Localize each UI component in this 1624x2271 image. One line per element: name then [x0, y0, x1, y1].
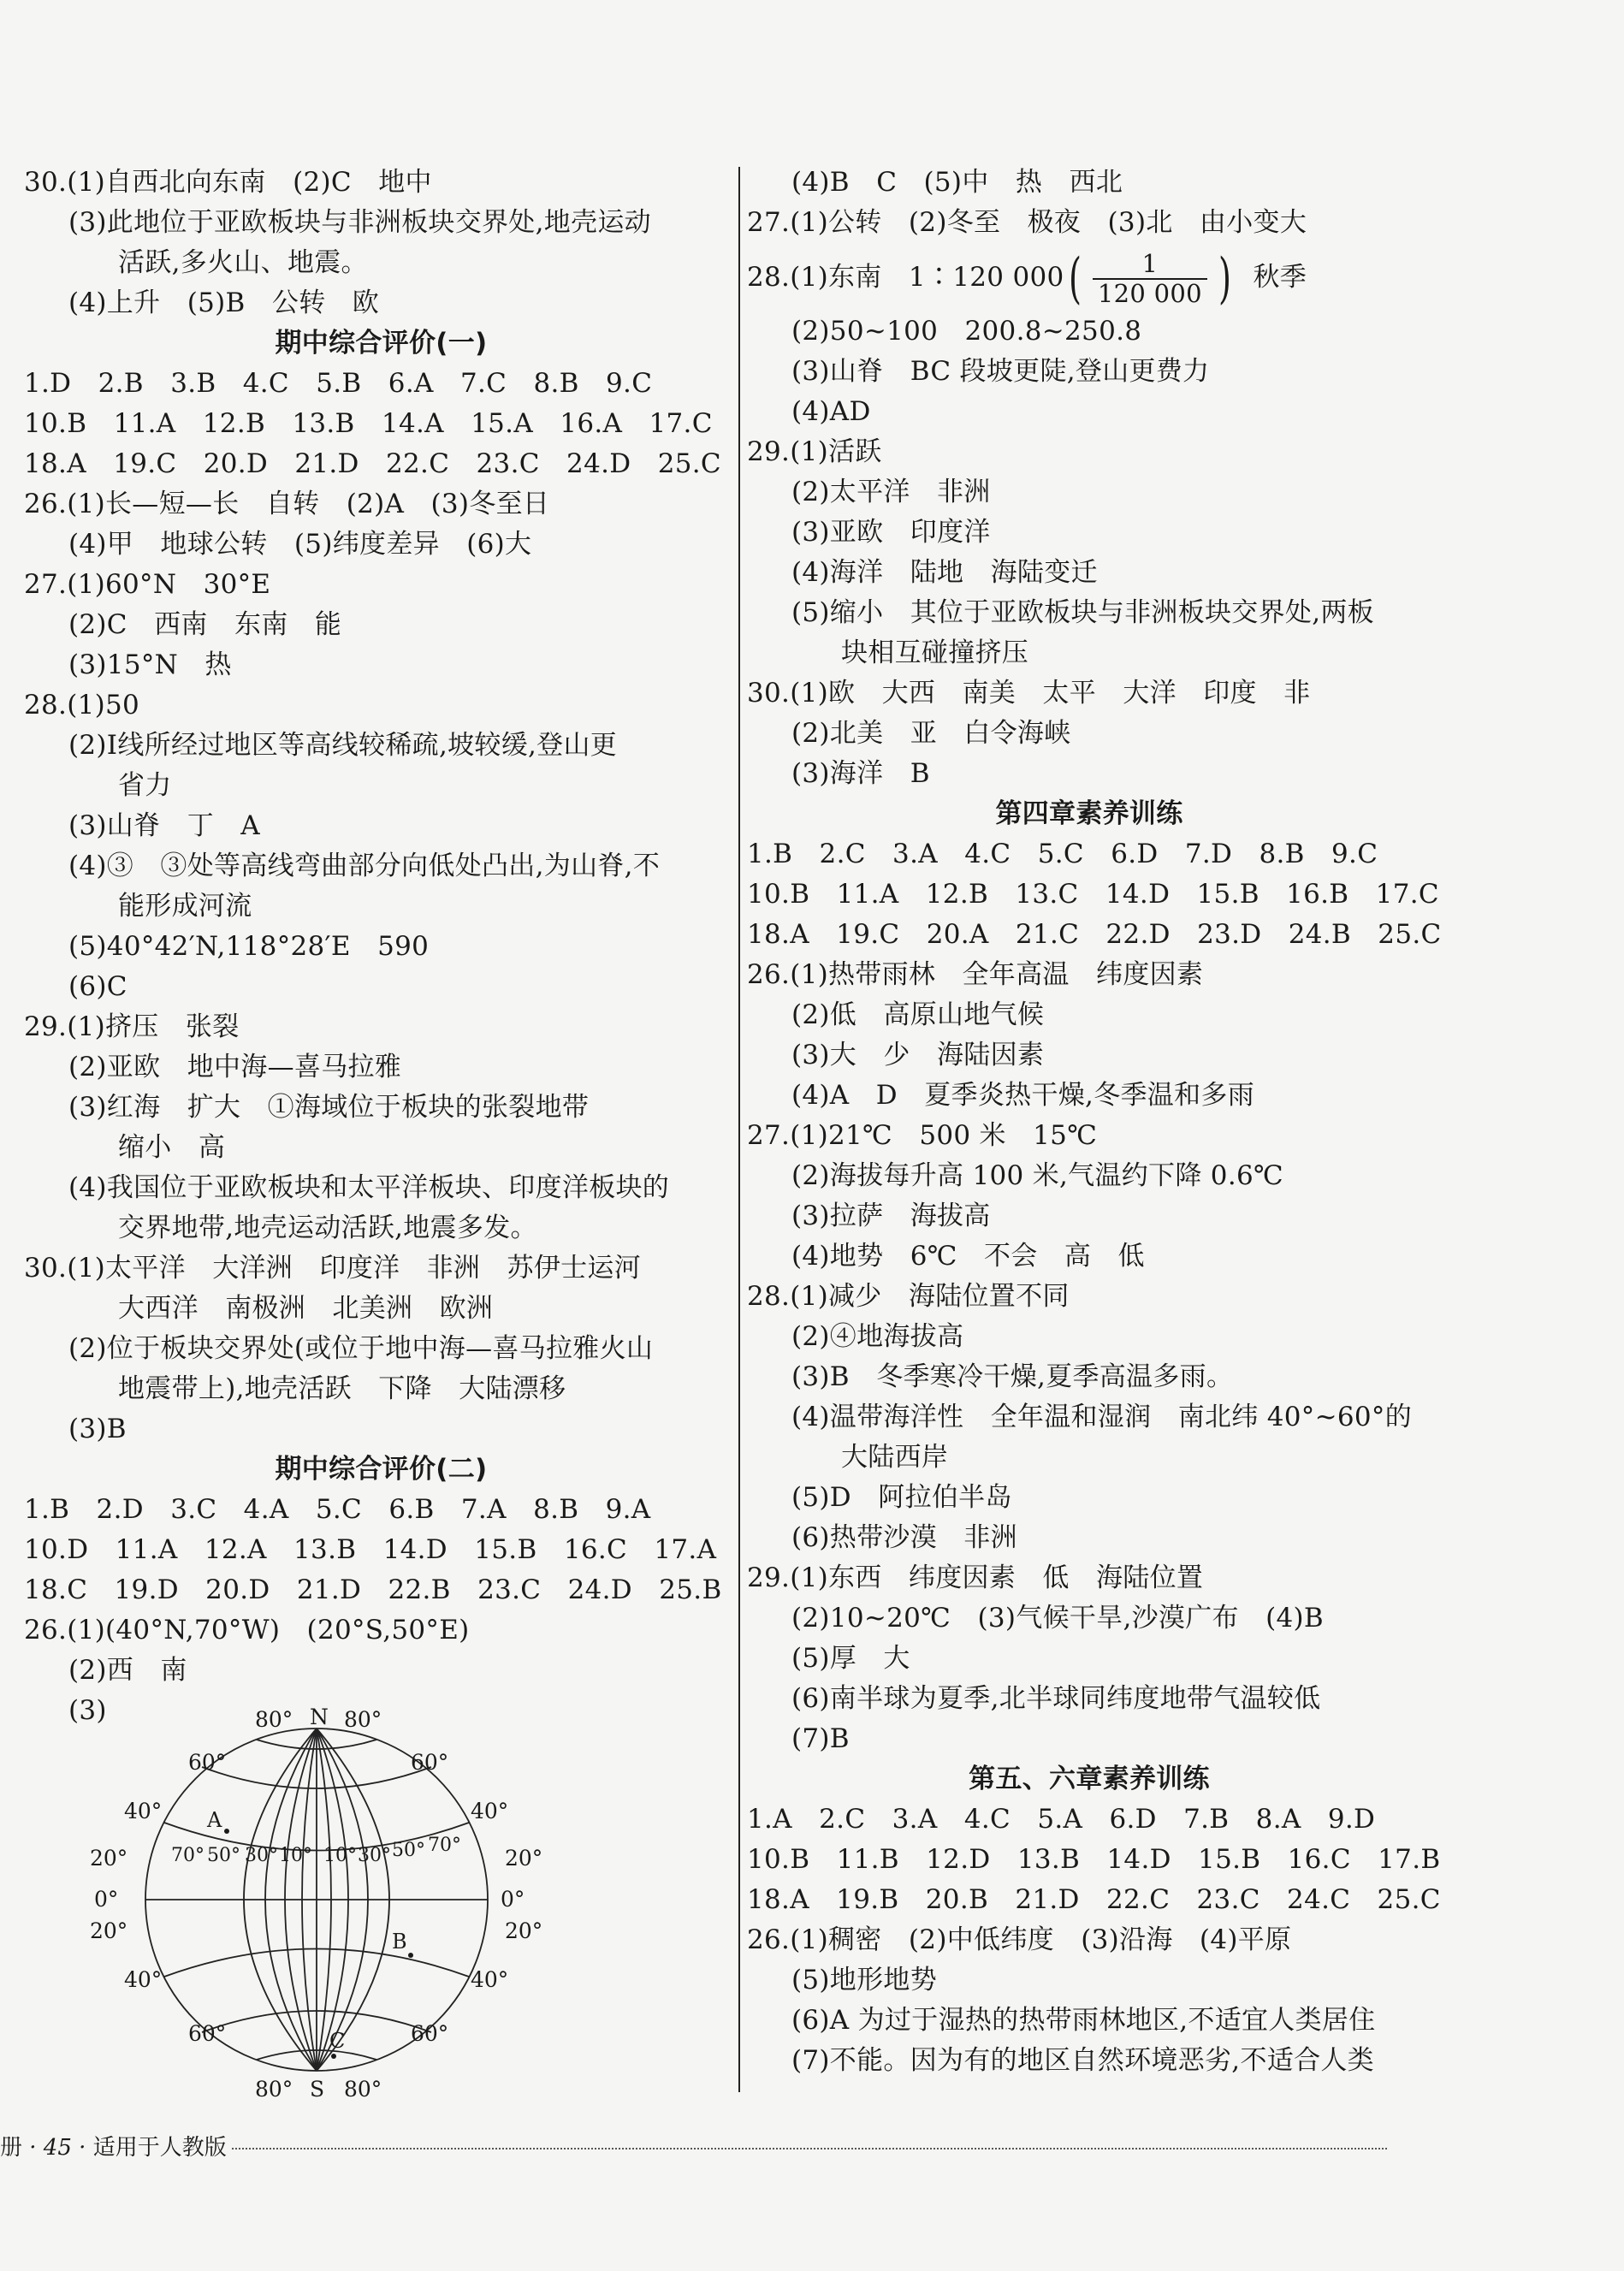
answer-line — [747, 1317, 1431, 1357]
answer-line — [747, 1156, 1431, 1196]
answer-line — [747, 203, 1431, 243]
answer-text: (3)此地位于亚欧板块与非洲板块交界处,地壳运动 — [68, 207, 651, 238]
answer-text: (4)海洋 陆地 海陆变迁 — [791, 557, 1098, 588]
lat-label: 80° — [344, 1707, 382, 1732]
lon-label: 10° — [323, 1845, 357, 1866]
answer-text: (2)海拔每升高 100 米,气温约下降 0.6℃ — [791, 1160, 1283, 1191]
answer-text: 第五、六章素养训练 — [969, 1764, 1210, 1794]
answer-line — [747, 1236, 1431, 1277]
left-column — [24, 163, 738, 1731]
answer-line — [747, 1478, 1431, 1518]
answer-line — [24, 203, 738, 243]
answer-line — [747, 2041, 1431, 2081]
answer-text: 29.(1)东西 纬度因素 低 海陆位置 — [747, 1562, 1204, 1593]
answer-text: 29.(1)挤压 张裂 — [24, 1011, 240, 1042]
lat-label: 80° — [344, 2077, 382, 2102]
answer-line — [747, 311, 1431, 352]
section-heading — [24, 1450, 738, 1490]
answer-text: 地震带上),地壳活跃 下降 大陆漂移 — [118, 1373, 566, 1404]
lat-label: 20° — [90, 1918, 128, 1943]
answer-line — [747, 834, 1431, 875]
answer-text: (3)大 少 海陆因素 — [791, 1040, 1045, 1070]
answer-text: 10.B 11.A 12.B 13.B 14.A 15.A 16.A 17.C — [24, 408, 713, 439]
answer-text: (3)山脊 BC 段坡更陡,登山更费力 — [791, 356, 1210, 387]
answer-text: 大西洋 南极洲 北美洲 欧洲 — [118, 1293, 494, 1324]
answer-text: 26.(1)长—短—长 自转 (2)A (3)冬至日 — [24, 489, 550, 519]
lat-label: 80° — [255, 2077, 293, 2102]
answer-text: (3)15°N 热 — [68, 649, 232, 680]
answer-line — [747, 1679, 1431, 1719]
answer-line — [24, 404, 738, 444]
answer-text: (3)山脊 丁 A — [68, 810, 260, 841]
answer-line — [24, 605, 738, 645]
answer-line — [747, 163, 1431, 203]
answer-text: 10.B 11.A 12.B 13.C 14.D 15.B 16.B 17.C — [747, 879, 1439, 910]
answer-text: (3)亚欧 印度洋 — [791, 517, 991, 548]
edition-note: 适用于人教版 — [92, 2135, 227, 2161]
answer-text: 27.(1)21℃ 500 米 15℃ — [747, 1120, 1098, 1151]
answer-line — [747, 1960, 1431, 2001]
answer-line — [747, 1639, 1431, 1679]
lat-label: 40° — [471, 1799, 509, 1823]
answer-text: (4)上升 (5)B 公转 欧 — [68, 288, 380, 318]
answer-text: (4)温带海洋性 全年温和湿润 南北纬 40°~60°的 — [791, 1402, 1413, 1432]
answer-line — [24, 1530, 738, 1570]
answer-text: (4)AD — [791, 396, 871, 427]
answer-line — [24, 967, 738, 1007]
point-c-label: C — [329, 2029, 346, 2053]
answer-text: (3)红海 扩大 ①海域位于板块的张裂地带 — [68, 1092, 590, 1123]
lat-label: 40° — [471, 1967, 509, 1992]
answer-line — [24, 726, 738, 766]
answer-line — [747, 513, 1431, 553]
lat-label: 60° — [188, 2021, 227, 2046]
answer-line — [747, 553, 1431, 593]
answer-text: (6)C — [68, 971, 127, 1002]
answer-text: (3)B 冬季寒冷干燥,夏季高温多雨。 — [791, 1361, 1234, 1392]
answer-text: 期中综合评价(二) — [275, 1454, 488, 1485]
answer-text: (2)北美 亚 白令海峡 — [791, 718, 1071, 749]
answer-text: 26.(1)热带雨林 全年高温 纬度因素 — [747, 959, 1204, 990]
answer-text: 1.B 2.C 3.A 4.C 5.C 6.D 7.D 8.B 9.C — [747, 839, 1378, 869]
answer-text: 28.(1)50 — [24, 690, 140, 720]
answer-line — [747, 633, 1431, 673]
answer-text: 块相互碰撞挤压 — [841, 637, 1029, 668]
answer-line — [747, 2001, 1431, 2041]
answer-text: (2)Ⅰ线所经过地区等高线较稀疏,坡较缓,登山更 — [68, 730, 618, 761]
answer-line — [24, 806, 738, 846]
answer-line — [24, 1168, 738, 1208]
lon-label: 30° — [245, 1845, 278, 1866]
answer-text: 29.(1)活跃 — [747, 436, 882, 467]
answer-text: (4)我国位于亚欧板块和太平洋板块、印度洋板块的 — [68, 1172, 670, 1203]
answer-text: (2)10~20℃ (3)气候干旱,沙漠广布 (4)B — [791, 1603, 1325, 1634]
answer-text: (4)甲 地球公转 (5)纬度差异 (6)大 — [68, 529, 532, 560]
answer-line — [24, 846, 738, 886]
answer-line — [24, 364, 738, 404]
answer-line — [747, 714, 1431, 754]
answer-line — [747, 1880, 1441, 1920]
answer-text: (3)海洋 B — [791, 758, 930, 789]
answer-text: 18.A 19.B 20.B 21.D 22.C 23.C 24.C 25.C — [747, 1884, 1441, 1915]
footer-rule — [232, 2148, 1387, 2149]
answer-line — [24, 1329, 738, 1369]
answer-text: (2)50~100 200.8~250.8 — [791, 316, 1142, 347]
answer-line — [747, 472, 1431, 513]
answer-text: (2)西 南 — [68, 1655, 187, 1686]
answer-text: (2)C 西南 东南 能 — [68, 609, 342, 640]
answer-line — [747, 1920, 1431, 1960]
answer-line — [24, 283, 738, 323]
lon-label: 50° — [392, 1840, 425, 1861]
answer-text: 秋季 — [1253, 262, 1307, 293]
globe-figure — [90, 1699, 543, 2102]
scale-fraction — [1093, 248, 1207, 308]
answer-line — [747, 995, 1431, 1035]
answer-line — [24, 766, 738, 806]
answer-text: 28.(1)减少 海陆位置不同 — [747, 1281, 1070, 1312]
answer-text: 26.(1)稠密 (2)中低纬度 (3)沿海 (4)平原 — [747, 1924, 1292, 1955]
answer-line — [24, 1248, 738, 1289]
lon-label: 30° — [358, 1845, 391, 1866]
footer-mark: 册 — [0, 2135, 23, 2161]
answer-line — [24, 1007, 738, 1047]
answer-line — [24, 1490, 738, 1530]
point-a-label: A — [207, 1808, 222, 1832]
answer-text: 18.A 19.C 20.D 21.D 22.C 23.C 24.D 25.C — [24, 448, 721, 479]
answer-text: 期中综合评价(一) — [275, 328, 488, 359]
answer-line — [747, 1719, 1431, 1759]
north-label: N — [310, 1705, 329, 1729]
answer-text: 27.(1)公转 (2)冬至 极夜 (3)北 由小变大 — [747, 207, 1307, 238]
answer-text: 30.(1)自西北向东南 (2)C 地中 — [24, 167, 432, 198]
answer-line — [24, 685, 738, 726]
paren-left: ( — [1068, 246, 1082, 311]
answer-line — [24, 1088, 738, 1128]
answer-text: (3)拉萨 海拔高 — [791, 1201, 991, 1231]
fraction-denominator: 120 000 — [1097, 278, 1202, 308]
lat-label: 60° — [411, 2021, 449, 2046]
answer-text: (6)A 为过于湿热的热带雨林地区,不适宜人类居住 — [791, 2005, 1376, 2036]
lon-label: 70° — [428, 1835, 461, 1856]
answer-text: (4)A D 夏季炎热干燥,冬季温和多雨 — [791, 1080, 1255, 1111]
answer-line — [24, 1610, 738, 1651]
answer-line — [747, 1438, 1431, 1478]
answer-line — [747, 1035, 1431, 1076]
answer-text: (2)④地海拔高 — [791, 1321, 964, 1352]
answer-line — [747, 1397, 1431, 1438]
lon-label: 10° — [279, 1845, 312, 1866]
answer-text: 18.A 19.C 20.A 21.C 22.D 23.D 24.B 25.C — [747, 919, 1442, 950]
answer-text: 26.(1)(40°N,70°W) (20°S,50°E) — [24, 1615, 470, 1645]
answer-text: (4)地势 6℃ 不会 高 低 — [791, 1241, 1145, 1272]
answer-line — [747, 1357, 1431, 1397]
answer-line — [24, 1208, 738, 1248]
answer-text: (6)南半球为夏季,北半球同纬度地带气温较低 — [791, 1683, 1321, 1714]
globe-graticule — [90, 1699, 543, 2102]
answer-line — [747, 1800, 1431, 1840]
answer-line — [24, 1409, 738, 1450]
lat-label: 60° — [411, 1750, 449, 1775]
answer-text: 30.(1)欧 大西 南美 太平 大洋 印度 非 — [747, 678, 1311, 709]
lat-label: 80° — [255, 1707, 293, 1732]
answer-line — [747, 1277, 1431, 1317]
answer-text: (2)亚欧 地中海—喜马拉雅 — [68, 1052, 402, 1082]
answer-text: 10.B 11.B 12.D 13.B 14.D 15.B 16.C 17.B — [747, 1844, 1441, 1875]
answer-text: (3) — [68, 1695, 107, 1726]
section-heading — [24, 323, 738, 364]
answer-line — [747, 1598, 1431, 1639]
answer-line — [747, 875, 1439, 915]
answer-line — [747, 1558, 1431, 1598]
page-footer — [0, 2131, 1437, 2165]
lon-label: 50° — [207, 1845, 240, 1866]
answer-line — [747, 1116, 1431, 1156]
answer-text: (5)缩小 其位于亚欧板块与非洲板块交界处,两板 — [791, 597, 1374, 628]
answer-text: 1.D 2.B 3.B 4.C 5.B 6.A 7.C 8.B 9.C — [24, 368, 653, 399]
answer-text: 10.D 11.A 12.A 13.B 14.D 15.B 16.C 17.A — [24, 1534, 717, 1565]
answer-line — [24, 1369, 738, 1409]
equator-label: 0° — [94, 1887, 119, 1912]
answer-line — [747, 955, 1431, 995]
page-number: · 45 · — [29, 2135, 86, 2161]
section-heading — [747, 794, 1431, 834]
answer-line — [747, 1518, 1431, 1558]
answer-line — [747, 754, 1431, 794]
answer-text: 省力 — [118, 770, 172, 801]
answer-line — [747, 1840, 1441, 1880]
answer-text: 18.C 19.D 20.D 21.D 22.B 23.C 24.D 25.B — [24, 1574, 722, 1605]
answer-text: 1.B 2.D 3.C 4.A 5.C 6.B 7.A 8.B 9.A — [24, 1494, 651, 1525]
answer-line — [747, 243, 1431, 311]
paren-right: ) — [1218, 246, 1232, 311]
answer-text: 能形成河流 — [118, 891, 252, 922]
answer-text: 缩小 高 — [118, 1132, 226, 1163]
answer-line — [747, 432, 1431, 472]
answer-line — [24, 565, 738, 605]
answer-line — [24, 1128, 738, 1168]
lat-label: 40° — [124, 1967, 163, 1992]
answer-text: 交界地带,地壳运动活跃,地震多发。 — [118, 1213, 537, 1243]
answer-line — [747, 1196, 1431, 1236]
point-b-label: B — [392, 1930, 407, 1954]
answer-text: (2)低 高原山地气候 — [791, 999, 1045, 1030]
answer-line — [24, 243, 738, 283]
answer-line — [24, 484, 738, 525]
lon-label: 70° — [171, 1845, 204, 1866]
answer-line — [747, 673, 1431, 714]
answer-line — [24, 163, 738, 203]
section-heading — [747, 1759, 1431, 1800]
equator-label: 0° — [501, 1887, 525, 1912]
answer-line — [747, 392, 1431, 432]
lat-label: 20° — [505, 1918, 543, 1943]
answer-line — [24, 1570, 738, 1610]
fraction-numerator: 1 — [1093, 252, 1207, 280]
answer-line — [24, 645, 738, 685]
answer-text: 28.(1)东南 1∶120 000 — [747, 262, 1064, 293]
answer-text: (7)B — [791, 1723, 850, 1754]
answer-text: (6)热带沙漠 非洲 — [791, 1522, 1017, 1553]
answer-line — [24, 1651, 738, 1691]
answer-text: (2)位于板块交界处(或位于地中海—喜马拉雅火山 — [68, 1333, 654, 1364]
answer-line — [24, 444, 738, 484]
lat-label: 20° — [90, 1846, 128, 1871]
answer-line — [747, 352, 1431, 392]
lat-label: 60° — [188, 1750, 227, 1775]
answer-line — [747, 1076, 1431, 1116]
answer-text: 第四章素养训练 — [995, 798, 1183, 829]
answer-text: (5)D 阿拉伯半岛 — [791, 1482, 1012, 1513]
south-label: S — [310, 2077, 325, 2102]
answer-line — [24, 927, 738, 967]
answer-line — [747, 593, 1431, 633]
answer-text: (7)不能。因为有的地区自然环境恶劣,不适合人类 — [791, 2045, 1374, 2076]
lat-label: 20° — [505, 1846, 543, 1871]
answer-line — [24, 1289, 738, 1329]
answer-text: 27.(1)60°N 30°E — [24, 569, 271, 600]
answer-line — [24, 886, 738, 927]
answer-line — [24, 1047, 738, 1088]
answer-text: (5)厚 大 — [791, 1643, 910, 1674]
column-divider — [738, 167, 740, 2092]
answer-text: (5)40°42′N,118°28′E 590 — [68, 931, 430, 962]
answer-text: 活跃,多火山、地震。 — [118, 247, 368, 278]
answer-text: (5)地形地势 — [791, 1965, 938, 1995]
answer-text: (4)B C (5)中 热 西北 — [791, 167, 1123, 198]
answer-text: 大陆西岸 — [841, 1442, 949, 1473]
answer-line — [747, 915, 1442, 955]
answer-text: 30.(1)太平洋 大洋洲 印度洋 非洲 苏伊士运河 — [24, 1253, 642, 1284]
lat-label: 40° — [124, 1799, 163, 1823]
answer-text: (4)③ ③处等高线弯曲部分向低处凸出,为山脊,不 — [68, 851, 661, 881]
right-column — [747, 163, 1442, 2081]
answer-text: 1.A 2.C 3.A 4.C 5.A 6.D 7.B 8.A 9.D — [747, 1804, 1376, 1835]
answer-line — [24, 525, 738, 565]
answer-text: (2)太平洋 非洲 — [791, 477, 991, 507]
answer-text: (3)B — [68, 1414, 127, 1444]
